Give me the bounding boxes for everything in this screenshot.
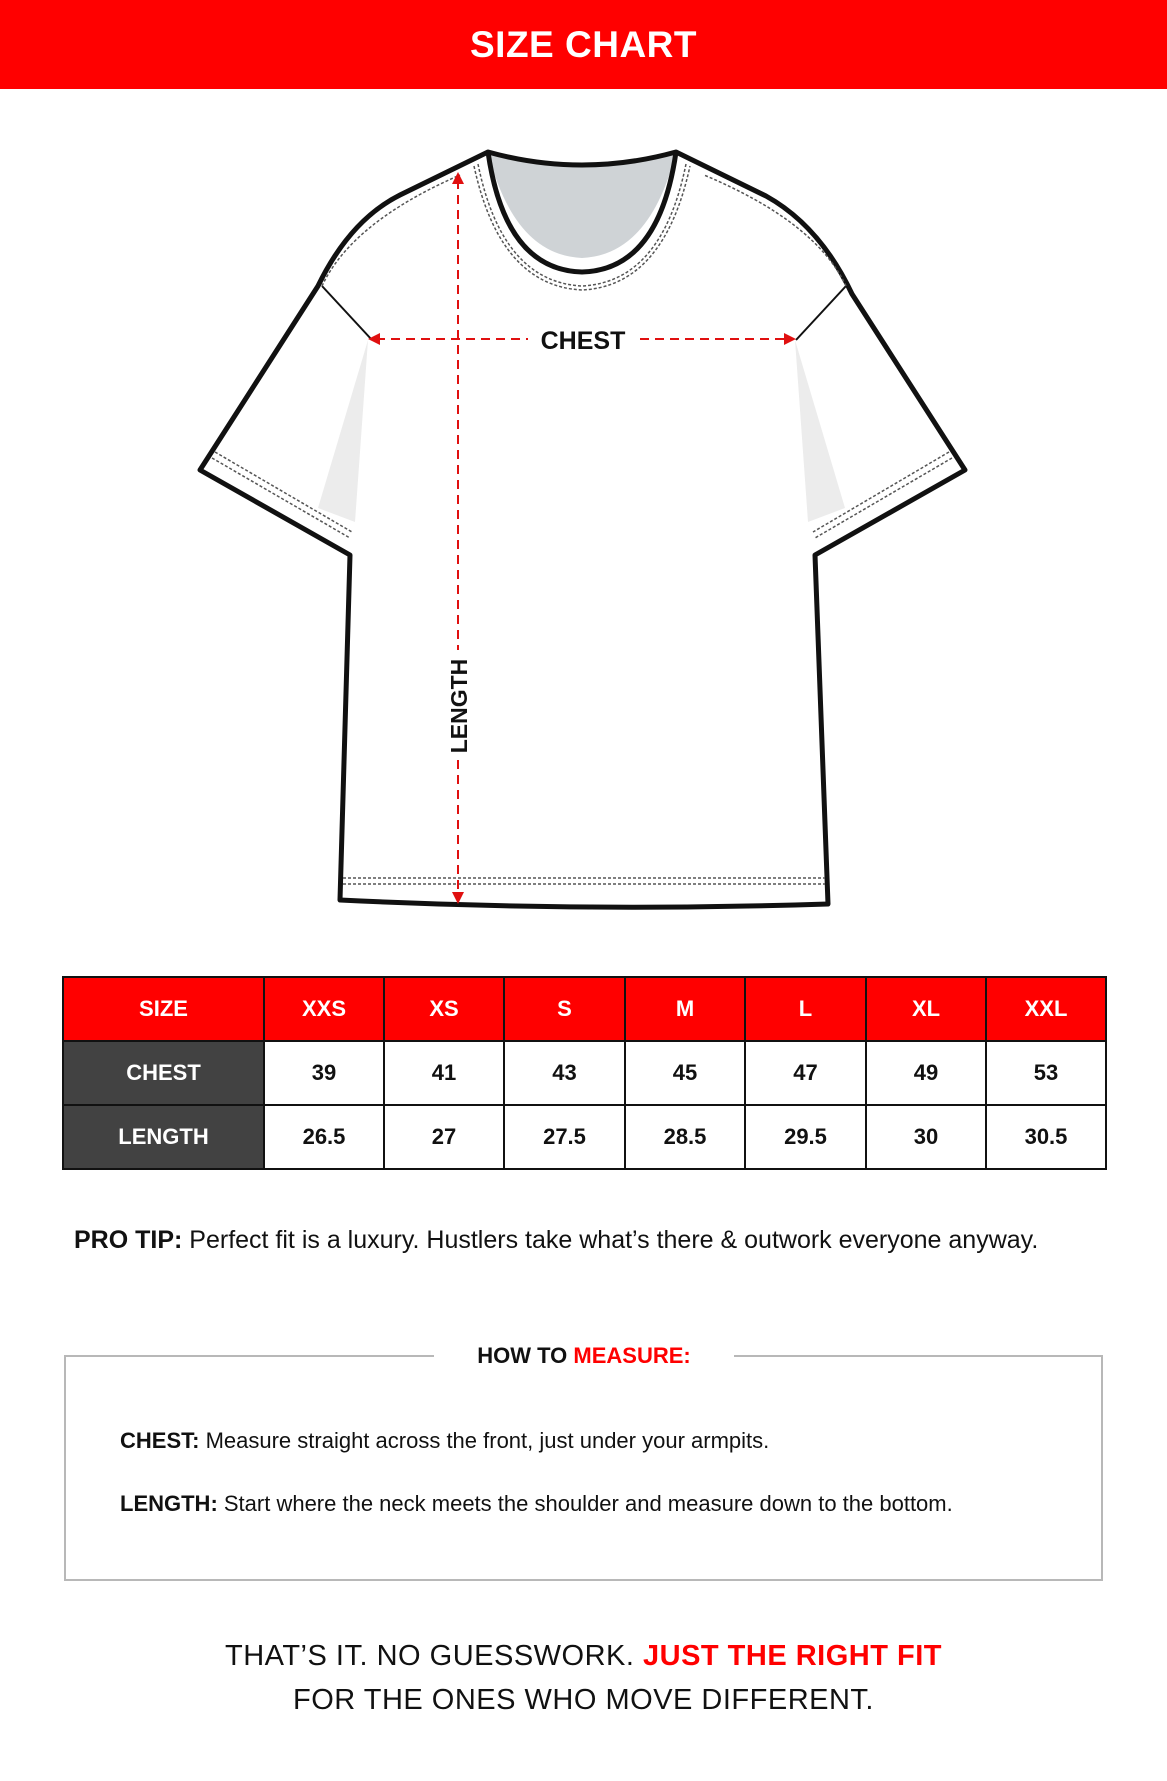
measure-item-text: Measure straight across the front, just under your armpits.	[199, 1428, 770, 1453]
length-arrowhead-top	[452, 172, 464, 184]
chest-arrowhead-right	[784, 333, 796, 345]
table-cell: 49	[866, 1041, 986, 1105]
measure-title-plain: HOW TO	[477, 1343, 574, 1368]
measure-item-label: LENGTH:	[120, 1491, 218, 1516]
how-to-measure-box	[64, 1355, 1103, 1581]
table-cell: 26.5	[264, 1105, 384, 1169]
how-to-measure-title	[434, 1341, 734, 1371]
footer-line-1-accent: JUST THE RIGHT FIT	[643, 1640, 942, 1672]
table-row	[63, 1105, 1106, 1169]
table-cell: 43	[504, 1041, 625, 1105]
header-cell: M	[625, 977, 745, 1041]
page-title: SIZE CHART	[470, 23, 697, 65]
footer-line-1	[0, 1640, 1167, 1673]
left-shoulder-stitch	[322, 175, 460, 286]
row-label: CHEST	[63, 1041, 264, 1105]
table-cell: 30	[866, 1105, 986, 1169]
header-cell: XL	[866, 977, 986, 1041]
measure-item-text: Start where the neck meets the shoulder and measure down to the bottom.	[217, 1491, 953, 1516]
left-shoulder-seam	[322, 286, 372, 340]
tshirt-outline	[200, 152, 965, 907]
length-label: LENGTH	[446, 658, 472, 754]
table-row	[63, 1041, 1106, 1105]
header-cell: S	[504, 977, 625, 1041]
header-cell: XXS	[264, 977, 384, 1041]
table-header-row	[63, 977, 1106, 1041]
right-shoulder-stitch	[704, 175, 846, 286]
table-cell: 29.5	[745, 1105, 866, 1169]
header-cell: XS	[384, 977, 504, 1041]
pro-tip	[74, 1226, 1124, 1255]
left-sleeve-shade	[318, 340, 368, 522]
chest-label: CHEST	[540, 327, 626, 355]
table-cell: 28.5	[625, 1105, 745, 1169]
table-cell: 39	[264, 1041, 384, 1105]
header-banner	[0, 0, 1167, 89]
size-table	[62, 976, 1107, 1170]
table-cell: 47	[745, 1041, 866, 1105]
table-cell: 27	[384, 1105, 504, 1169]
row-label: LENGTH	[63, 1105, 264, 1169]
header-cell: SIZE	[63, 977, 264, 1041]
table-cell: 30.5	[986, 1105, 1106, 1169]
size-table-wrapper	[62, 976, 1105, 1170]
measure-title-accent: MEASURE:	[573, 1343, 691, 1368]
table-cell: 27.5	[504, 1105, 625, 1169]
measure-item-label: CHEST:	[120, 1428, 200, 1453]
footer-line-1-plain: THAT’S IT. NO GUESSWORK.	[225, 1640, 643, 1672]
header-cell: L	[745, 977, 866, 1041]
measure-item-length	[120, 1491, 953, 1517]
right-sleeve-shade	[795, 340, 845, 522]
neck-interior	[488, 152, 676, 258]
tshirt-diagram	[190, 130, 980, 930]
chest-arrowhead-left	[368, 333, 380, 345]
right-shoulder-seam	[796, 286, 846, 340]
table-cell: 53	[986, 1041, 1106, 1105]
bottom-hem	[343, 878, 825, 884]
pro-tip-label: PRO TIP:	[74, 1226, 183, 1254]
measure-item-chest	[120, 1428, 769, 1454]
table-cell: 41	[384, 1041, 504, 1105]
header-cell: XXL	[986, 977, 1106, 1041]
table-cell: 45	[625, 1041, 745, 1105]
pro-tip-text: Perfect fit is a luxury. Hustlers take what’s there & outwork everyone anyway.	[182, 1226, 1039, 1254]
footer-line-2: FOR THE ONES WHO MOVE DIFFERENT.	[293, 1684, 874, 1716]
